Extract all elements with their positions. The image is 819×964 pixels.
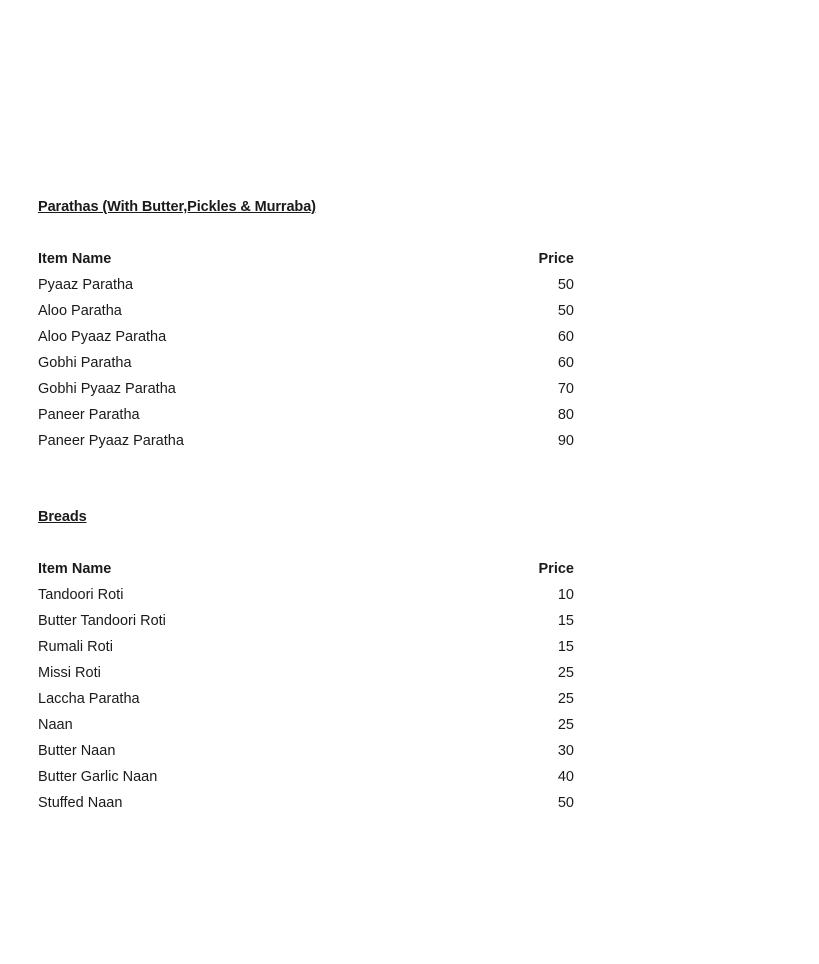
table-row: [38, 738, 578, 764]
item-name: Butter Naan: [38, 743, 116, 759]
table-header-row: [38, 246, 578, 272]
table-row: [38, 712, 578, 738]
table-row: [38, 764, 578, 790]
menu-table-breads: [38, 556, 578, 816]
item-price: 25: [557, 665, 574, 681]
table-row: [38, 428, 578, 454]
item-name: Stuffed Naan: [38, 795, 123, 811]
section-divider-space: [0, 454, 819, 506]
item-price: 25: [557, 691, 574, 707]
section-title-parathas: Parathas (With Butter,Pickles & Murraba): [38, 199, 316, 215]
column-header-price: Price: [538, 251, 574, 267]
item-name: Butter Tandoori Roti: [38, 613, 166, 629]
item-name: Butter Garlic Naan: [38, 769, 158, 785]
item-price: 50: [557, 795, 574, 811]
item-name: Gobhi Paratha: [38, 355, 132, 371]
menu-section-parathas: [0, 196, 819, 454]
item-price: 60: [557, 355, 574, 371]
item-price: 15: [557, 613, 574, 629]
menu-section-breads: [0, 506, 819, 816]
item-name: Naan: [38, 717, 73, 733]
table-row: [38, 376, 578, 402]
menu-table-parathas: [38, 246, 578, 454]
table-row: [38, 660, 578, 686]
item-name: Paneer Pyaaz Paratha: [38, 433, 184, 449]
table-row: [38, 402, 578, 428]
table-row: [38, 324, 578, 350]
item-name: Paneer Paratha: [38, 407, 140, 423]
item-price: 90: [557, 433, 574, 449]
table-row: [38, 608, 578, 634]
item-name: Gobhi Pyaaz Paratha: [38, 381, 176, 397]
item-price: 60: [557, 329, 574, 345]
item-name: Missi Roti: [38, 665, 101, 681]
item-name: Aloo Pyaaz Paratha: [38, 329, 167, 345]
item-name: Pyaaz Paratha: [38, 277, 134, 293]
column-header-item-name: Item Name: [38, 561, 112, 577]
item-name: Laccha Paratha: [38, 691, 140, 707]
table-row: [38, 686, 578, 712]
table-row: [38, 298, 578, 324]
item-price: 50: [557, 277, 574, 293]
table-row: [38, 582, 578, 608]
item-price: 10: [557, 587, 574, 603]
item-price: 70: [557, 381, 574, 397]
table-row: [38, 790, 578, 816]
item-price: 50: [557, 303, 574, 319]
table-row: [38, 350, 578, 376]
table-header-row: [38, 556, 578, 582]
item-name: Tandoori Roti: [38, 587, 124, 603]
item-name: Aloo Paratha: [38, 303, 122, 319]
table-row: [38, 634, 578, 660]
column-header-item-name: Item Name: [38, 251, 112, 267]
item-price: 15: [557, 639, 574, 655]
item-price: 40: [557, 769, 574, 785]
item-name: Rumali Roti: [38, 639, 113, 655]
table-row: [38, 272, 578, 298]
column-header-price: Price: [538, 561, 574, 577]
item-price: 80: [557, 407, 574, 423]
item-price: 25: [557, 717, 574, 733]
section-title-breads: Breads: [38, 509, 87, 525]
item-price: 30: [557, 743, 574, 759]
